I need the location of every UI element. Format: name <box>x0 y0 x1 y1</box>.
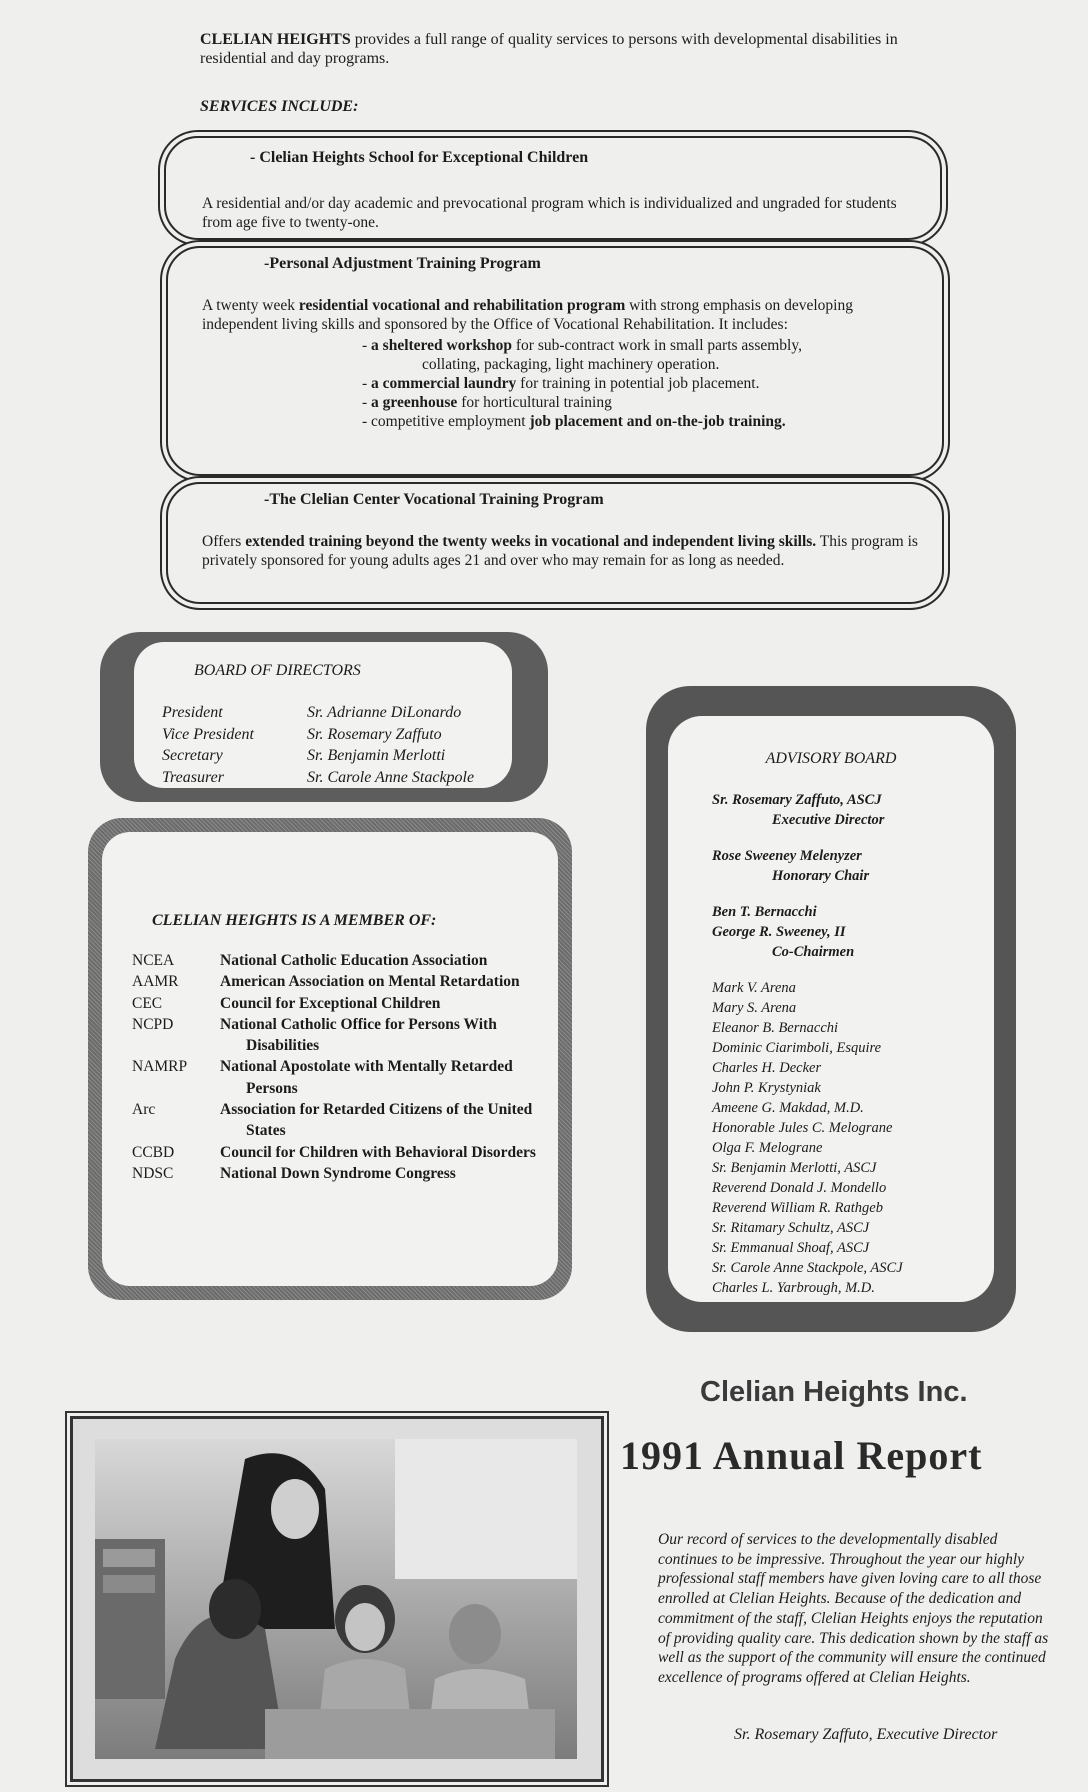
list-item <box>132 1142 552 1163</box>
list-item <box>362 374 922 393</box>
advisory-board-panel <box>668 716 994 1302</box>
board-role: Treasurer <box>162 768 224 786</box>
officer-role: Co-Chairmen <box>772 944 855 960</box>
board-list <box>162 702 474 788</box>
list-item <box>362 412 922 431</box>
advisory-member: Dominic Ciarimboli, Esquire <box>712 1040 882 1056</box>
item-post: for sub-contract work in small parts assembly, <box>512 337 802 354</box>
advisory-officer <box>712 790 982 830</box>
advisory-member: Sr. Ritamary Schultz, ASCJ <box>712 1220 870 1236</box>
organization-name: Clelian Heights Inc. <box>700 1376 968 1408</box>
item-sub: collating, packaging, light machinery operation. <box>422 356 720 373</box>
service-box-personal-adjustment <box>166 246 944 476</box>
officer-name: Sr. Rosemary Zaffuto, ASCJ <box>712 792 882 808</box>
intro-lead: CLELIAN HEIGHTS <box>200 31 351 48</box>
board-of-directors-frame <box>100 632 548 802</box>
item-pre: - competitive employment <box>362 413 530 430</box>
advisory-officer <box>712 846 982 886</box>
org-name: Council for Children with Behavioral Disorders <box>220 1143 536 1161</box>
officer-name: George R. Sweeney, II <box>712 924 846 940</box>
board-name: Sr. Carole Anne Stackpole <box>307 768 475 786</box>
service-box-school <box>164 136 942 240</box>
service-body <box>202 532 922 570</box>
org-name: National Down Syndrome Congress <box>220 1164 456 1182</box>
org-name: National Apostolate with Mentally Retarded Persons <box>220 1058 513 1097</box>
item-pre: - <box>362 394 372 411</box>
service-title: -The Clelian Center Vocational Training Program <box>264 491 604 508</box>
services-heading: SERVICES INCLUDE: <box>200 98 359 115</box>
item-bold: a sheltered workshop <box>371 337 512 354</box>
org-name: Council for Exceptional Children <box>220 994 441 1012</box>
advisory-member: Sr. Carole Anne Stackpole, ASCJ <box>712 1260 903 1276</box>
advisory-member: Honorable Jules C. Melograne <box>712 1120 893 1136</box>
service-box-vocational-center <box>166 482 944 604</box>
service-body-bold: residential vocational and rehabilitation program <box>298 297 626 314</box>
item-pre: - <box>362 337 372 354</box>
service-body <box>202 296 922 431</box>
advisory-member: Mary S. Arena <box>712 1000 797 1016</box>
org-name: National Catholic Office for Persons With Disabilities <box>220 1015 497 1055</box>
intro-paragraph <box>200 30 920 68</box>
officer-name: Ben T. Bernacchi <box>712 904 817 920</box>
board-name: Sr. Benjamin Merlotti <box>307 747 446 764</box>
board-row <box>162 767 474 789</box>
service-body-bold: extended training beyond the twenty weeks in vocational and independent living skills. <box>245 533 817 550</box>
membership-title: CLELIAN HEIGHTS IS A MEMBER OF: <box>152 912 437 929</box>
service-body-pre: Offers <box>202 533 246 550</box>
board-role: Vice President <box>162 725 254 743</box>
advisory-board-title: ADVISORY BOARD <box>765 750 897 767</box>
board-name: Sr. Rosemary Zaffuto <box>307 725 442 743</box>
list-item <box>362 336 922 374</box>
advisory-member: Sr. Benjamin Merlotti, ASCJ <box>712 1160 877 1176</box>
board-name: Sr. Adrianne DiLonardo <box>307 704 462 721</box>
advisory-member: Charles L. Yarbrough, M.D. <box>712 1280 875 1296</box>
advisory-member: Charles H. Decker <box>712 1060 822 1076</box>
item-post: for training in potential job placement. <box>516 375 760 392</box>
advisory-officer <box>712 902 982 962</box>
list-item <box>132 1099 552 1142</box>
membership-panel <box>102 832 558 1286</box>
org-name: Association for Retarded Citizens of the United States <box>220 1101 533 1140</box>
report-body: Our record of services to the developmentally disabled continues to be impressive. Throughout the year our highly professional staff members have given loving care to all those enrolled at Clelian Heights. Because of the dedication and commitment of the staff, Clelian Heights enjoys the reputation of providing quality care. This dedication shown by the staff as well as the support of the community will ensure the continued excellence of programs offered at Clelian Heights. <box>658 1531 1049 1686</box>
classroom-photo <box>95 1439 577 1759</box>
org-name: American Association on Mental Retardation <box>220 973 520 991</box>
board-of-directors-panel <box>134 642 512 788</box>
intro-text: provides a full range of quality services to persons with developmental disabilities in residential and day programs. <box>200 31 898 67</box>
report-title: 1991 Annual Report <box>620 1433 983 1478</box>
officer-role: Executive Director <box>772 812 885 828</box>
advisory-member: Ameene G. Makdad, M.D. <box>712 1100 864 1116</box>
item-bold: a greenhouse <box>371 394 458 411</box>
item-bold: job placement and on-the-job training. <box>529 413 786 430</box>
advisory-member: Olga F. Melograne <box>712 1140 823 1156</box>
org-abbr: NDSC <box>132 1164 174 1182</box>
list-item <box>132 1056 552 1099</box>
service-title: - Clelian Heights School for Exceptional Children <box>250 149 589 166</box>
org-abbr: Arc <box>132 1101 156 1119</box>
org-abbr: CEC <box>132 994 163 1012</box>
list-item <box>132 971 552 992</box>
org-abbr: NAMRP <box>132 1058 188 1076</box>
item-post: for horticultural training <box>457 394 612 411</box>
advisory-member: Reverend William R. Rathgeb <box>712 1200 883 1216</box>
org-abbr: CCBD <box>132 1143 175 1161</box>
advisory-board-list <box>712 790 982 1298</box>
board-row <box>162 745 474 767</box>
board-role: President <box>162 704 223 721</box>
membership-frame <box>88 818 572 1300</box>
service-body: A residential and/or day academic and prevocational program which is individualized and ungraded for students from age five to twenty-one. <box>202 195 897 231</box>
board-row <box>162 702 474 724</box>
board-row <box>162 724 474 746</box>
report-signature: Sr. Rosemary Zaffuto, Executive Director <box>734 1726 998 1743</box>
list-item <box>132 950 552 971</box>
advisory-member: Mark V. Arena <box>712 980 796 996</box>
org-abbr: NCEA <box>132 952 175 969</box>
membership-list <box>132 950 552 1184</box>
board-role: Secretary <box>162 747 223 764</box>
org-name: National Catholic Education Association <box>220 952 488 969</box>
advisory-member: Reverend Donald J. Mondello <box>712 1180 887 1196</box>
service-body-pre: A twenty week <box>202 297 299 314</box>
advisory-member: John P. Krystyniak <box>712 1080 821 1096</box>
officer-role: Honorary Chair <box>772 868 870 884</box>
org-abbr: NCPD <box>132 1015 174 1033</box>
list-item <box>362 393 922 412</box>
advisory-member: Eleanor B. Bernacchi <box>712 1020 839 1036</box>
org-abbr: AAMR <box>132 973 179 991</box>
list-item <box>132 1163 552 1184</box>
advisory-member: Sr. Emmanual Shoaf, ASCJ <box>712 1240 870 1256</box>
service-body-post: This program is privately sponsored for young adults ages 21 and over who may remain for as long as needed. <box>202 533 918 569</box>
advisory-members <box>712 978 982 1298</box>
list-item <box>132 1014 552 1057</box>
officer-name: Rose Sweeney Melenyzer <box>712 848 862 864</box>
service-includes-list <box>202 336 922 431</box>
classroom-photo-image <box>95 1439 577 1759</box>
item-bold: a commercial laundry <box>371 375 517 392</box>
service-title: -Personal Adjustment Training Program <box>264 255 541 272</box>
service-body-post: with strong emphasis on developing independent living skills and sponsored by the Office of Vocational Rehabilitation. It includes: <box>202 297 853 333</box>
advisory-board-frame <box>646 686 1016 1332</box>
item-pre: - <box>362 375 372 392</box>
photo-frame <box>70 1416 604 1782</box>
list-item <box>132 993 552 1014</box>
board-title: BOARD OF DIRECTORS <box>194 662 361 679</box>
